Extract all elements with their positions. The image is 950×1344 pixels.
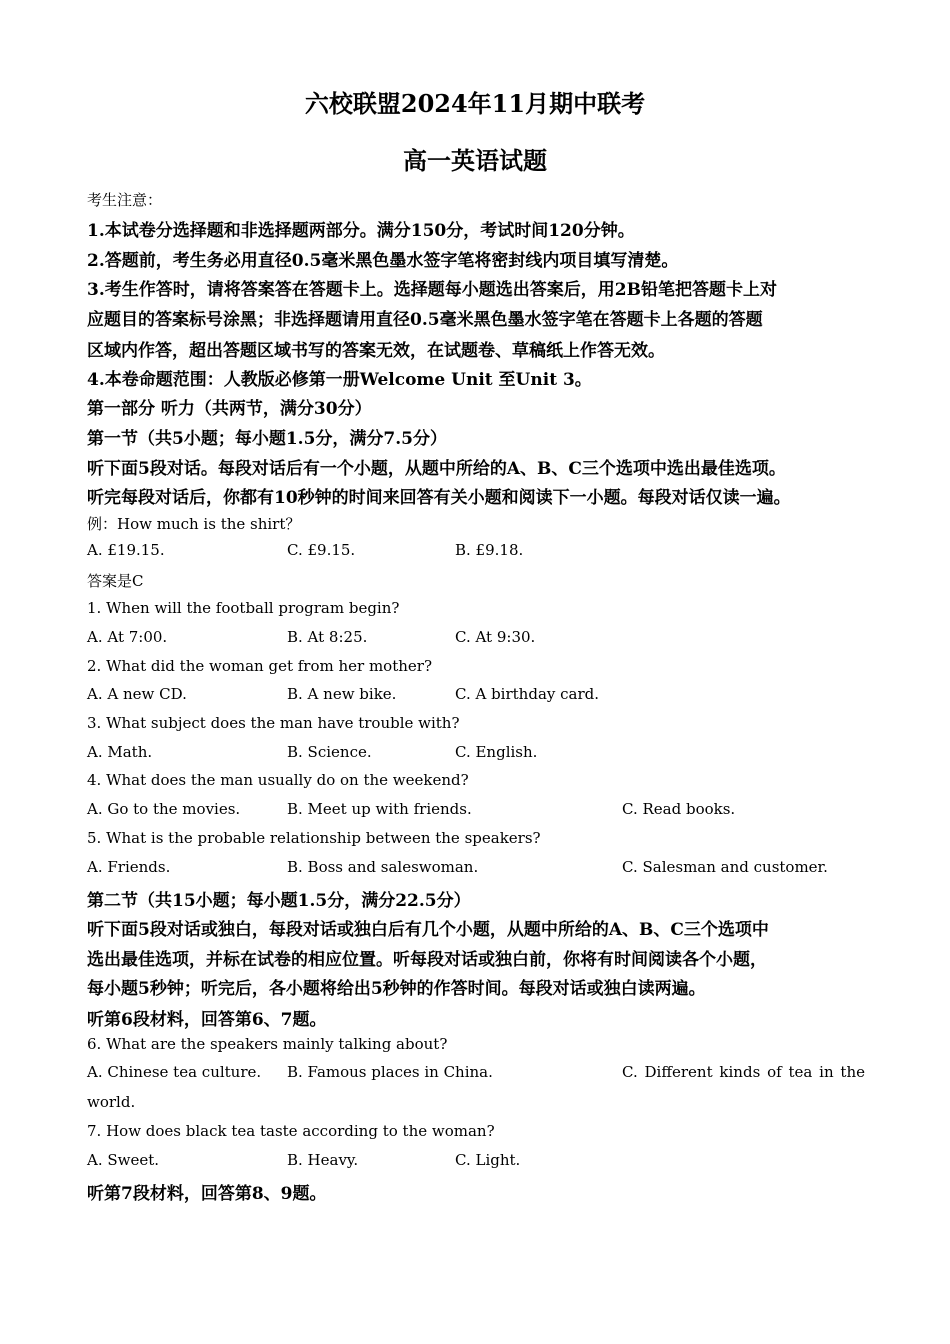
option-b: B. A new bike. [287, 685, 397, 703]
option-c-word: of [767, 1063, 782, 1081]
question-3-options [87, 743, 865, 765]
example-answer: 答案是C [87, 572, 144, 590]
question-2: 2. What did the woman get from her mother? [87, 657, 432, 675]
option-c: C. A birthday card. [455, 685, 600, 703]
option-a: A. Go to the movies. [87, 800, 241, 818]
notice-item-3-line-1: 3.考生作答时，请将答案答在答题卡上。选择题每小题选出答案后，用2B铅笔把答题卡上对 [87, 280, 777, 300]
notice-item-3-line-2: 应题目的答案标号涂黑；非选择题请用直径0.5毫米黑色墨水签字笔在答题卡上各题的答题 [87, 310, 763, 330]
option-b: B. Famous places in China. [287, 1063, 493, 1081]
notice-item-4: 4.本卷命题范围：人教版必修第一册Welcome Unit 至Unit 3。 [87, 370, 592, 390]
option-c: C. Salesman and customer. [622, 858, 828, 876]
example-option: A. £19.15. [87, 541, 165, 559]
section2-instruction-line-2: 选出最佳选项，并标在试卷的相应位置。听每段对话或独白前，你将有时间阅读各个小题， [87, 950, 767, 970]
question-6: 6. What are the speakers mainly talking about? [87, 1035, 448, 1053]
option-c: C. English. [455, 743, 538, 761]
option-c: C. At 9:30. [455, 628, 536, 646]
question-6-options [87, 1063, 865, 1085]
option-c-word: kinds [719, 1063, 761, 1081]
example-question: 例：How much is the shirt？ [87, 515, 301, 533]
question-1: 1. When will the football program begin? [87, 599, 400, 617]
question-5-options [87, 858, 865, 880]
option-c: C. Read books. [622, 800, 736, 818]
example-option: B. £9.18. [455, 541, 524, 559]
option-c-word: the [840, 1063, 865, 1081]
option-a: A. A new CD. [87, 685, 187, 703]
option-c-word: tea [788, 1063, 813, 1081]
exam-title: 六校联盟2024年11月期中联考 [304, 89, 646, 118]
question-2-options [87, 685, 865, 707]
question-3: 3. What subject does the man have trouble with? [87, 714, 460, 732]
question-7: 7. How does black tea taste according to the woman? [87, 1122, 495, 1140]
option-b: B. Boss and saleswoman. [287, 858, 479, 876]
question-4: 4. What does the man usually do on the weekend? [87, 771, 469, 789]
option-c: C. Light. [455, 1151, 521, 1169]
option-a: A. Chinese tea culture. [87, 1063, 262, 1081]
question-7-options [87, 1151, 865, 1173]
option-c-word: C. [622, 1063, 638, 1081]
section2-heading: 第二节（共15小题；每小题1.5分，满分22.5分） [87, 891, 471, 911]
notice-heading: 考生注意： [87, 191, 163, 209]
option-b: B. Science. [287, 743, 372, 761]
section1-instruction-line-2: 听完每段对话后，你都有10秒钟的时间来回答有关小题和阅读下一小题。每段对话仅读一遍。 [87, 488, 791, 508]
example-options [87, 541, 865, 563]
example-option: C. £9.15. [287, 541, 356, 559]
option-a: A. Friends. [87, 858, 171, 876]
option-b: B. Heavy. [287, 1151, 359, 1169]
notice-item-1: 1.本试卷分选择题和非选择题两部分。满分150分，考试时间120分钟。 [87, 221, 635, 241]
notice-item-2: 2.答题前，考生务必用直径0.5毫米黑色墨水签字笔将密封线内项目填写清楚。 [87, 251, 679, 271]
question-4-options [87, 800, 865, 822]
section2-instruction-line-3: 每小题5秒钟；听完后，各小题将给出5秒钟的作答时间。每段对话或独白读两遍。 [87, 979, 706, 999]
option-a: A. Math. [87, 743, 153, 761]
question-1-options [87, 628, 865, 650]
option-c-word: Different [644, 1063, 713, 1081]
option-c-word: in [819, 1063, 834, 1081]
question-5: 5. What is the probable relationship between the speakers? [87, 829, 541, 847]
section1-instruction-line-1: 听下面5段对话。每段对话后有一个小题，从题中所给的A、B、C三个选项中选出最佳选项。 [87, 459, 786, 479]
notice-item-3-line-3: 区域内作答，超出答题区域书写的答案无效，在试题卷、草稿纸上作答无效。 [87, 341, 665, 361]
option-c-continuation: world. [87, 1093, 136, 1111]
section2-instruction-line-1: 听下面5段对话或独白，每段对话或独白后有几个小题，从题中所给的A、B、C三个选项中 [87, 920, 769, 940]
option-b: B. At 8:25. [287, 628, 368, 646]
option-a: A. At 7:00. [87, 628, 168, 646]
option-b: B. Meet up with friends. [287, 800, 472, 818]
option-a: A. Sweet. [87, 1151, 160, 1169]
part1-heading: 第一部分 听力（共两节，满分30分） [87, 399, 372, 419]
material-6-heading: 听第6段材料，回答第6、7题。 [87, 1010, 327, 1030]
section1-heading: 第一节（共5小题；每小题1.5分，满分7.5分） [87, 429, 447, 449]
exam-subtitle: 高一英语试题 [403, 146, 547, 175]
material-7-heading: 听第7段材料，回答第8、9题。 [87, 1184, 327, 1204]
